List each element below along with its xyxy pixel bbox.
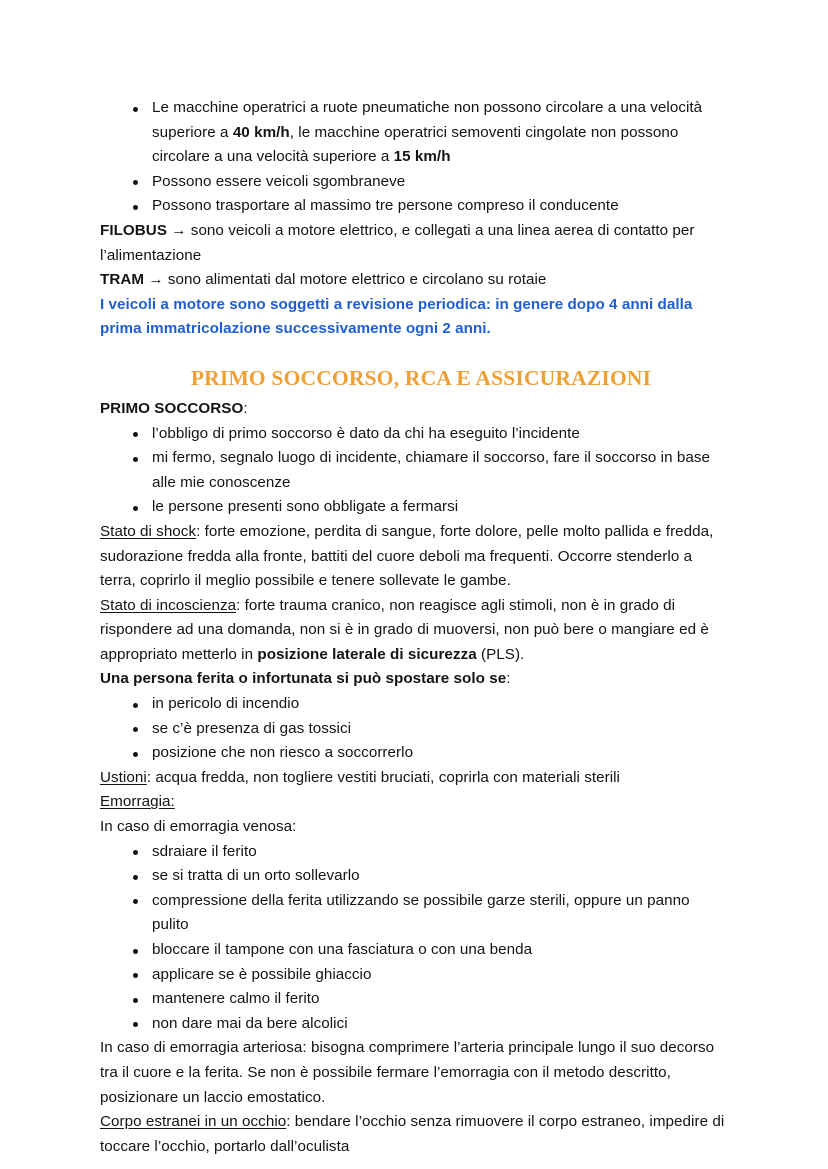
bullet-text: in pericolo di incendio: [152, 695, 300, 713]
spostare-persona-term: Una persona ferita o infortunata si può spostare solo se: [100, 670, 507, 688]
stato-di-incoscienza-paragraph: [100, 594, 728, 668]
corpo-estraneo-text: bendare l’occhio senza rimuovere il corpo estraneo, impedire di toccare l’occhio, portarlo dall’oculista: [100, 1113, 725, 1155]
colon: :: [243, 399, 248, 417]
list-item: [100, 889, 728, 938]
stato-di-incoscienza-term: Stato di incoscienza: [100, 596, 237, 614]
bullet-text: mantenere calmo il ferito: [152, 990, 320, 1008]
bullet-text: se c’è presenza di gas tossici: [152, 719, 352, 737]
posizione-laterale-di-sicurezza: posizione laterale di sicurezza: [257, 645, 477, 663]
emorragia-venosa-bullet-list: [100, 840, 728, 1037]
document-body: [100, 96, 728, 1159]
primo-soccorso-bullet-list: [100, 422, 728, 520]
list-item: [100, 1012, 728, 1037]
ustioni-term: Ustioni: [100, 768, 147, 786]
primo-soccorso-term: PRIMO SOCCORSO: [100, 399, 244, 417]
colon: :: [196, 522, 205, 540]
list-item: [100, 422, 728, 447]
list-item: [100, 446, 728, 495]
bullet-text: mi fermo, segnalo luogo di incidente, chiamare il soccorso, fare il soccorso in base alle mie conoscenze: [152, 449, 710, 491]
bullet-text-middle: , le macchine operatrici semoventi cingolate non possono circolare a una velocità superiore a: [152, 123, 679, 166]
list-item: [100, 987, 728, 1012]
bullet-text-prefix: Le macchine operatrici a ruote pneumatiche non possono circolare a una velocità superiore a: [152, 99, 703, 141]
bullet-text: applicare se è possibile ghiaccio: [152, 965, 372, 983]
bullet-text: Possono trasportare al massimo tre persone compreso il conducente: [152, 197, 619, 215]
stato-di-incoscienza-text: forte trauma cranico, non reagisce agli stimoli, non è in grado di rispondere ad una domanda, non si è in grado di muoversi, non può bere o mangiare ed è appropriato metterlo in: [100, 596, 709, 663]
list-item: [100, 840, 728, 865]
emorragia-term: Emorragia:: [100, 793, 175, 811]
stato-di-shock-paragraph: [100, 520, 728, 594]
speed-limit-15: 15 km/h: [393, 148, 451, 166]
list-item: [100, 864, 728, 889]
list-item: [100, 194, 728, 219]
corpo-estraneo-term: Corpo estranei in un occhio: [100, 1113, 287, 1131]
veicoli-bullet-list: [100, 96, 728, 219]
bullet-text: se si tratta di un orto sollevarlo: [152, 867, 360, 885]
primo-soccorso-label: [100, 397, 728, 422]
list-item: [100, 692, 728, 717]
spacer: [100, 342, 728, 364]
spostare-persona-label: [100, 667, 728, 692]
list-item: [100, 938, 728, 963]
filobus-text: sono veicoli a motore elettrico, e collegati a una linea aerea di contatto per l’alimentazione: [100, 221, 695, 264]
colon: :: [506, 670, 511, 688]
filobus-term: FILOBUS: [100, 221, 168, 239]
bullet-text: non dare mai da bere alcolici: [152, 1014, 348, 1032]
speed-limit-40: 40 km/h: [232, 123, 290, 141]
stato-di-shock-text: forte emozione, perdita di sangue, forte dolore, pelle molto pallida e fredda, sudorazione fredda alla fronte, battiti del cuore deboli ma frequenti. Occorre stenderlo a terra, coprirlo il meglio possibile e tenere sollevate le gambe.: [100, 522, 714, 590]
emorragia-heading: [100, 790, 728, 815]
colon: :: [146, 768, 156, 786]
list-item: [100, 96, 728, 170]
list-item: [100, 717, 728, 742]
colon: :: [236, 596, 245, 614]
bullet-text: compressione della ferita utilizzando se possibile garze sterili, oppure un panno pulito: [152, 891, 690, 934]
arrow-icon: →: [167, 221, 191, 239]
spostare-bullet-list: [100, 692, 728, 766]
tram-definition: [100, 268, 728, 293]
pls-abbreviation: (PLS).: [476, 645, 525, 663]
list-item: [100, 495, 728, 520]
tram-term: TRAM: [100, 271, 145, 289]
colon: :: [286, 1113, 295, 1131]
emorragia-venosa-label: In caso di emorragia venosa:: [100, 818, 297, 836]
list-item: [100, 170, 728, 195]
bullet-text: l’obbligo di primo soccorso è dato da chi ha eseguito l’incidente: [152, 424, 580, 442]
stato-di-shock-term: Stato di shock: [100, 522, 197, 540]
bullet-text: bloccare il tampone con una fasciatura o con una benda: [152, 941, 533, 958]
bullet-text: posizione che non riesco a soccorrerlo: [152, 744, 414, 762]
corpo-estraneo-paragraph: [100, 1110, 728, 1159]
ustioni-text: acqua fredda, non togliere vestiti bruciati, coprirla con materiali sterili: [155, 768, 620, 786]
filobus-definition: [100, 219, 728, 268]
emorragia-arteriosa-paragraph: In caso di emorragia arteriosa: bisogna comprimere l’arteria principale lungo il suo decorso tra il cuore e la ferita. Se non è possibile fermare l’emorragia con il metodo descritto, posizionare un laccio emostatico.: [100, 1039, 715, 1106]
bullet-text: Possono essere veicoli sgombraneve: [152, 172, 406, 190]
ustioni-paragraph: [100, 766, 728, 791]
revisione-periodica-note: I veicoli a motore sono soggetti a revisione periodica: in genere dopo 4 anni dalla prima immatricolazione successivamente ogni 2 anni.: [100, 295, 693, 338]
bullet-text: le persone presenti sono obbligate a fermarsi: [152, 498, 459, 516]
bullet-text: sdraiare il ferito: [152, 842, 257, 860]
list-item: [100, 741, 728, 766]
arrow-icon: →: [144, 271, 168, 289]
list-item: [100, 963, 728, 988]
page-title: PRIMO SOCCORSO, RCA E ASSICURAZIONI: [190, 365, 652, 390]
tram-text: sono alimentati dal motore elettrico e circolano su rotaie: [167, 271, 547, 289]
